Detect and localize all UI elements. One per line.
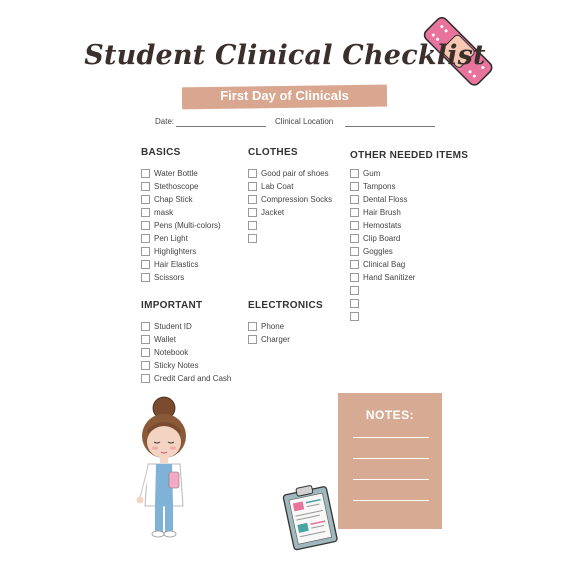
checkbox[interactable] bbox=[248, 169, 257, 178]
checkbox[interactable] bbox=[141, 322, 150, 331]
checklist-item[interactable]: Hair Brush bbox=[350, 206, 415, 219]
checkbox[interactable] bbox=[248, 221, 257, 230]
checklist-item[interactable]: Good pair of shoes bbox=[248, 167, 332, 180]
checkbox[interactable] bbox=[248, 322, 257, 331]
checkbox[interactable] bbox=[350, 273, 359, 282]
checkbox[interactable] bbox=[350, 208, 359, 217]
checklist-item[interactable]: Student ID bbox=[141, 320, 231, 333]
checklist-item[interactable]: Hand Sanitizer bbox=[350, 271, 415, 284]
checkbox[interactable] bbox=[350, 182, 359, 191]
list-clothes bbox=[248, 167, 332, 245]
checkbox[interactable] bbox=[141, 348, 150, 357]
checklist-item[interactable]: Hemostats bbox=[350, 219, 415, 232]
checkbox[interactable] bbox=[248, 234, 257, 243]
notes-line[interactable] bbox=[353, 458, 429, 459]
section-title-other: OTHER NEEDED ITEMS bbox=[350, 150, 469, 161]
checklist-item-blank[interactable] bbox=[350, 284, 415, 297]
location-label: Clinical Location bbox=[275, 117, 334, 126]
list-important bbox=[141, 320, 231, 385]
checklist-item[interactable]: Clip Board bbox=[350, 232, 415, 245]
checklist-item-blank[interactable] bbox=[350, 310, 415, 323]
checklist-item[interactable]: Tampons bbox=[350, 180, 415, 193]
checklist-item-blank[interactable] bbox=[248, 219, 332, 232]
checkbox[interactable] bbox=[141, 260, 150, 269]
checklist-item[interactable]: Wallet bbox=[141, 333, 231, 346]
notes-line[interactable] bbox=[353, 437, 429, 438]
checkbox[interactable] bbox=[141, 335, 150, 344]
list-other bbox=[350, 167, 415, 323]
nurse-illustration bbox=[126, 394, 202, 540]
location-field[interactable] bbox=[345, 126, 435, 127]
checkbox[interactable] bbox=[350, 234, 359, 243]
clipboard-icon bbox=[278, 482, 344, 552]
checklist-item[interactable]: Credit Card and Cash bbox=[141, 372, 231, 385]
checkbox[interactable] bbox=[248, 182, 257, 191]
checkbox[interactable] bbox=[248, 208, 257, 217]
checkbox[interactable] bbox=[141, 361, 150, 370]
notes-title: NOTES: bbox=[365, 408, 415, 422]
checkbox[interactable] bbox=[141, 247, 150, 256]
section-title-basics: BASICS bbox=[141, 147, 181, 158]
checklist-item[interactable]: Sticky Notes bbox=[141, 359, 231, 372]
checklist-item[interactable]: Clinical Bag bbox=[350, 258, 415, 271]
checkbox[interactable] bbox=[350, 195, 359, 204]
checklist-item[interactable]: Compression Socks bbox=[248, 193, 332, 206]
checklist-item[interactable]: Gum bbox=[350, 167, 415, 180]
checklist-item-blank[interactable] bbox=[350, 297, 415, 310]
checklist-item[interactable]: Scissors bbox=[141, 271, 221, 284]
notes-line[interactable] bbox=[353, 500, 429, 501]
checklist-item[interactable]: Charger bbox=[248, 333, 290, 346]
checkbox[interactable] bbox=[141, 374, 150, 383]
checklist-item[interactable]: Dental Floss bbox=[350, 193, 415, 206]
checkbox[interactable] bbox=[350, 247, 359, 256]
checkbox[interactable] bbox=[141, 182, 150, 191]
checkbox[interactable] bbox=[141, 273, 150, 282]
checkbox[interactable] bbox=[248, 195, 257, 204]
subtitle: First Day of Clinicals bbox=[220, 88, 349, 103]
checkbox[interactable] bbox=[350, 299, 359, 308]
checkbox[interactable] bbox=[141, 208, 150, 217]
date-field[interactable] bbox=[176, 126, 266, 127]
checklist-item[interactable]: Notebook bbox=[141, 346, 231, 359]
checkbox[interactable] bbox=[141, 221, 150, 230]
checklist-item[interactable]: Hair Elastics bbox=[141, 258, 221, 271]
checklist-item-blank[interactable] bbox=[248, 232, 332, 245]
checklist-item[interactable]: Phone bbox=[248, 320, 290, 333]
checkbox[interactable] bbox=[141, 169, 150, 178]
checkbox[interactable] bbox=[350, 221, 359, 230]
section-title-clothes: CLOTHES bbox=[248, 147, 298, 158]
list-electronics bbox=[248, 320, 290, 346]
checklist-item[interactable]: Water Bottle bbox=[141, 167, 221, 180]
checkbox[interactable] bbox=[350, 312, 359, 321]
checkbox[interactable] bbox=[141, 234, 150, 243]
checklist-item[interactable]: mask bbox=[141, 206, 221, 219]
checklist-item[interactable]: Chap Stick bbox=[141, 193, 221, 206]
checklist-item[interactable]: Lab Coat bbox=[248, 180, 332, 193]
checkbox[interactable] bbox=[350, 260, 359, 269]
date-label: Date: bbox=[155, 117, 175, 126]
checklist-item[interactable]: Pens (Multi-colors) bbox=[141, 219, 221, 232]
checkbox[interactable] bbox=[350, 169, 359, 178]
section-title-electronics: ELECTRONICS bbox=[248, 300, 323, 311]
checkbox[interactable] bbox=[350, 286, 359, 295]
section-title-important: IMPORTANT bbox=[141, 300, 203, 311]
checklist-item[interactable]: Stethoscope bbox=[141, 180, 221, 193]
page-title: Student Clinical Checklist bbox=[84, 40, 486, 71]
notes-line[interactable] bbox=[353, 479, 429, 480]
checklist-item[interactable]: Pen Light bbox=[141, 232, 221, 245]
checkbox[interactable] bbox=[141, 195, 150, 204]
checkbox[interactable] bbox=[248, 335, 257, 344]
checklist-item[interactable]: Goggles bbox=[350, 245, 415, 258]
checklist-item[interactable]: Highlighters bbox=[141, 245, 221, 258]
list-basics bbox=[141, 167, 221, 284]
checklist-item[interactable]: Jacket bbox=[248, 206, 332, 219]
